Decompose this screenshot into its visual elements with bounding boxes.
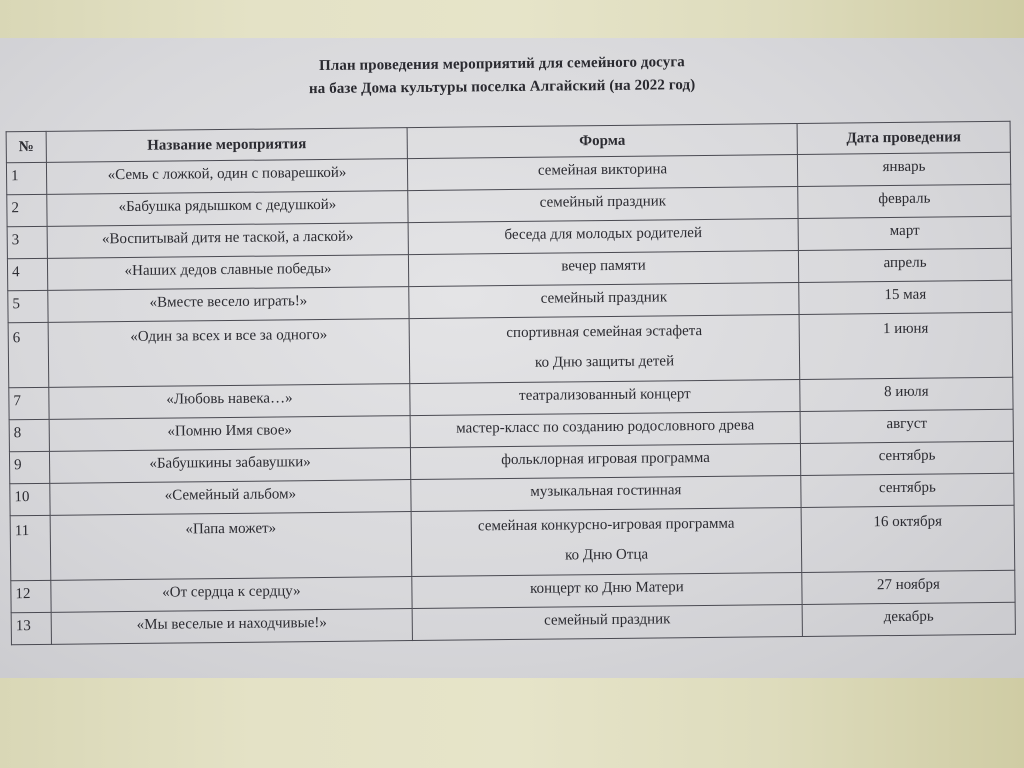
event-name: «Бабушкины забавушки» bbox=[49, 448, 410, 484]
document-title-line-2: на базе Дома культуры поселка Алгайский (на 2022 год) bbox=[308, 77, 696, 98]
event-date: сентябрь bbox=[800, 441, 1013, 475]
document-photo bbox=[0, 38, 1024, 678]
event-name: «Любовь навека…» bbox=[49, 384, 410, 420]
event-date: август bbox=[800, 409, 1013, 443]
event-date: 8 июля bbox=[800, 377, 1013, 411]
event-form bbox=[408, 250, 798, 286]
event-form bbox=[407, 155, 797, 191]
event-date: сентябрь bbox=[801, 473, 1014, 507]
event-name: «Семь с ложкой, один с поварешкой» bbox=[46, 159, 407, 195]
event-name: «Помню Имя свое» bbox=[49, 416, 410, 452]
event-name: «Папа может» bbox=[50, 512, 412, 581]
event-form-line: семейная конкурсно-игровая программа bbox=[477, 515, 735, 535]
header-number: № bbox=[6, 131, 46, 162]
event-name: «Семейный альбом» bbox=[50, 480, 411, 516]
event-form-line: спортивная семейная эстафета bbox=[506, 323, 703, 342]
row-number: 6 bbox=[8, 322, 49, 387]
event-form-line: концерт ко Дню Матери bbox=[529, 579, 684, 597]
table-body bbox=[6, 152, 1015, 644]
event-form-line: беседа для молодых родителей bbox=[504, 225, 703, 244]
event-form-line: фольклорная игровая программа bbox=[501, 449, 711, 469]
event-form-line: семейный праздник bbox=[540, 289, 668, 307]
header-form: Форма bbox=[407, 124, 797, 159]
row-number: 5 bbox=[8, 290, 48, 322]
table-row bbox=[10, 505, 1015, 581]
row-number: 9 bbox=[9, 451, 49, 483]
event-form bbox=[408, 218, 798, 254]
event-date: апрель bbox=[798, 248, 1011, 282]
row-number: 3 bbox=[7, 226, 47, 258]
row-number: 10 bbox=[10, 483, 50, 515]
event-form bbox=[410, 443, 800, 479]
table-row bbox=[8, 312, 1013, 388]
event-form bbox=[410, 411, 800, 447]
event-date: 16 октября bbox=[801, 505, 1015, 572]
row-number: 13 bbox=[11, 612, 51, 644]
header-date: Дата проведения bbox=[797, 121, 1010, 154]
row-number: 7 bbox=[9, 387, 49, 419]
event-date: январь bbox=[797, 152, 1010, 186]
event-form bbox=[411, 475, 801, 511]
row-number: 4 bbox=[7, 258, 47, 290]
event-date: март bbox=[798, 216, 1011, 250]
event-name: «От сердца к сердцу» bbox=[51, 577, 412, 613]
document-title-line-1: План проведения мероприятий для семейного досуга bbox=[318, 54, 685, 75]
row-number: 1 bbox=[6, 162, 46, 194]
event-form-line: ко Дню Отца bbox=[564, 546, 649, 564]
event-date: декабрь bbox=[802, 602, 1015, 636]
event-form bbox=[412, 572, 802, 608]
event-form bbox=[409, 314, 800, 383]
event-date: февраль bbox=[798, 184, 1011, 218]
event-date: 27 ноября bbox=[802, 570, 1015, 604]
event-date: 15 мая bbox=[799, 280, 1012, 314]
row-number: 12 bbox=[11, 580, 51, 612]
event-form bbox=[409, 282, 799, 318]
event-form-line: мастер-класс по созданию родословного древа bbox=[456, 417, 755, 437]
document-sheet bbox=[0, 38, 1024, 678]
event-name: «Воспитывай дитя не таской, а лаской» bbox=[47, 223, 408, 259]
event-name: «Наших дедов славные победы» bbox=[47, 255, 408, 291]
row-number: 8 bbox=[9, 419, 49, 451]
event-name: «Вместе весело играть!» bbox=[48, 287, 409, 323]
row-number: 11 bbox=[10, 515, 51, 580]
event-name: «Один за всех и все за одного» bbox=[48, 319, 410, 388]
event-form-line: музыкальная гостинная bbox=[530, 482, 682, 500]
event-form-line: семейный праздник bbox=[543, 611, 671, 629]
event-form-line: семейный праздник bbox=[539, 193, 667, 211]
event-form-line: ко Дню защиты детей bbox=[534, 353, 675, 371]
event-form bbox=[411, 507, 802, 576]
header-event-name: Название мероприятия bbox=[46, 128, 407, 163]
event-name: «Бабушка рядышком с дедушкой» bbox=[47, 191, 408, 227]
event-form bbox=[410, 379, 800, 415]
event-form-line: вечер памяти bbox=[561, 257, 646, 275]
bottom-frame bbox=[0, 678, 1024, 768]
events-table bbox=[6, 121, 1016, 645]
event-name: «Мы веселые и находчивые!» bbox=[51, 609, 412, 645]
event-form bbox=[412, 604, 802, 640]
event-date: 1 июня bbox=[799, 312, 1013, 379]
event-form bbox=[408, 186, 798, 222]
event-form-line: семейная викторина bbox=[537, 161, 668, 179]
row-number: 2 bbox=[7, 194, 47, 226]
event-form-line: театрализованный концерт bbox=[519, 386, 691, 404]
